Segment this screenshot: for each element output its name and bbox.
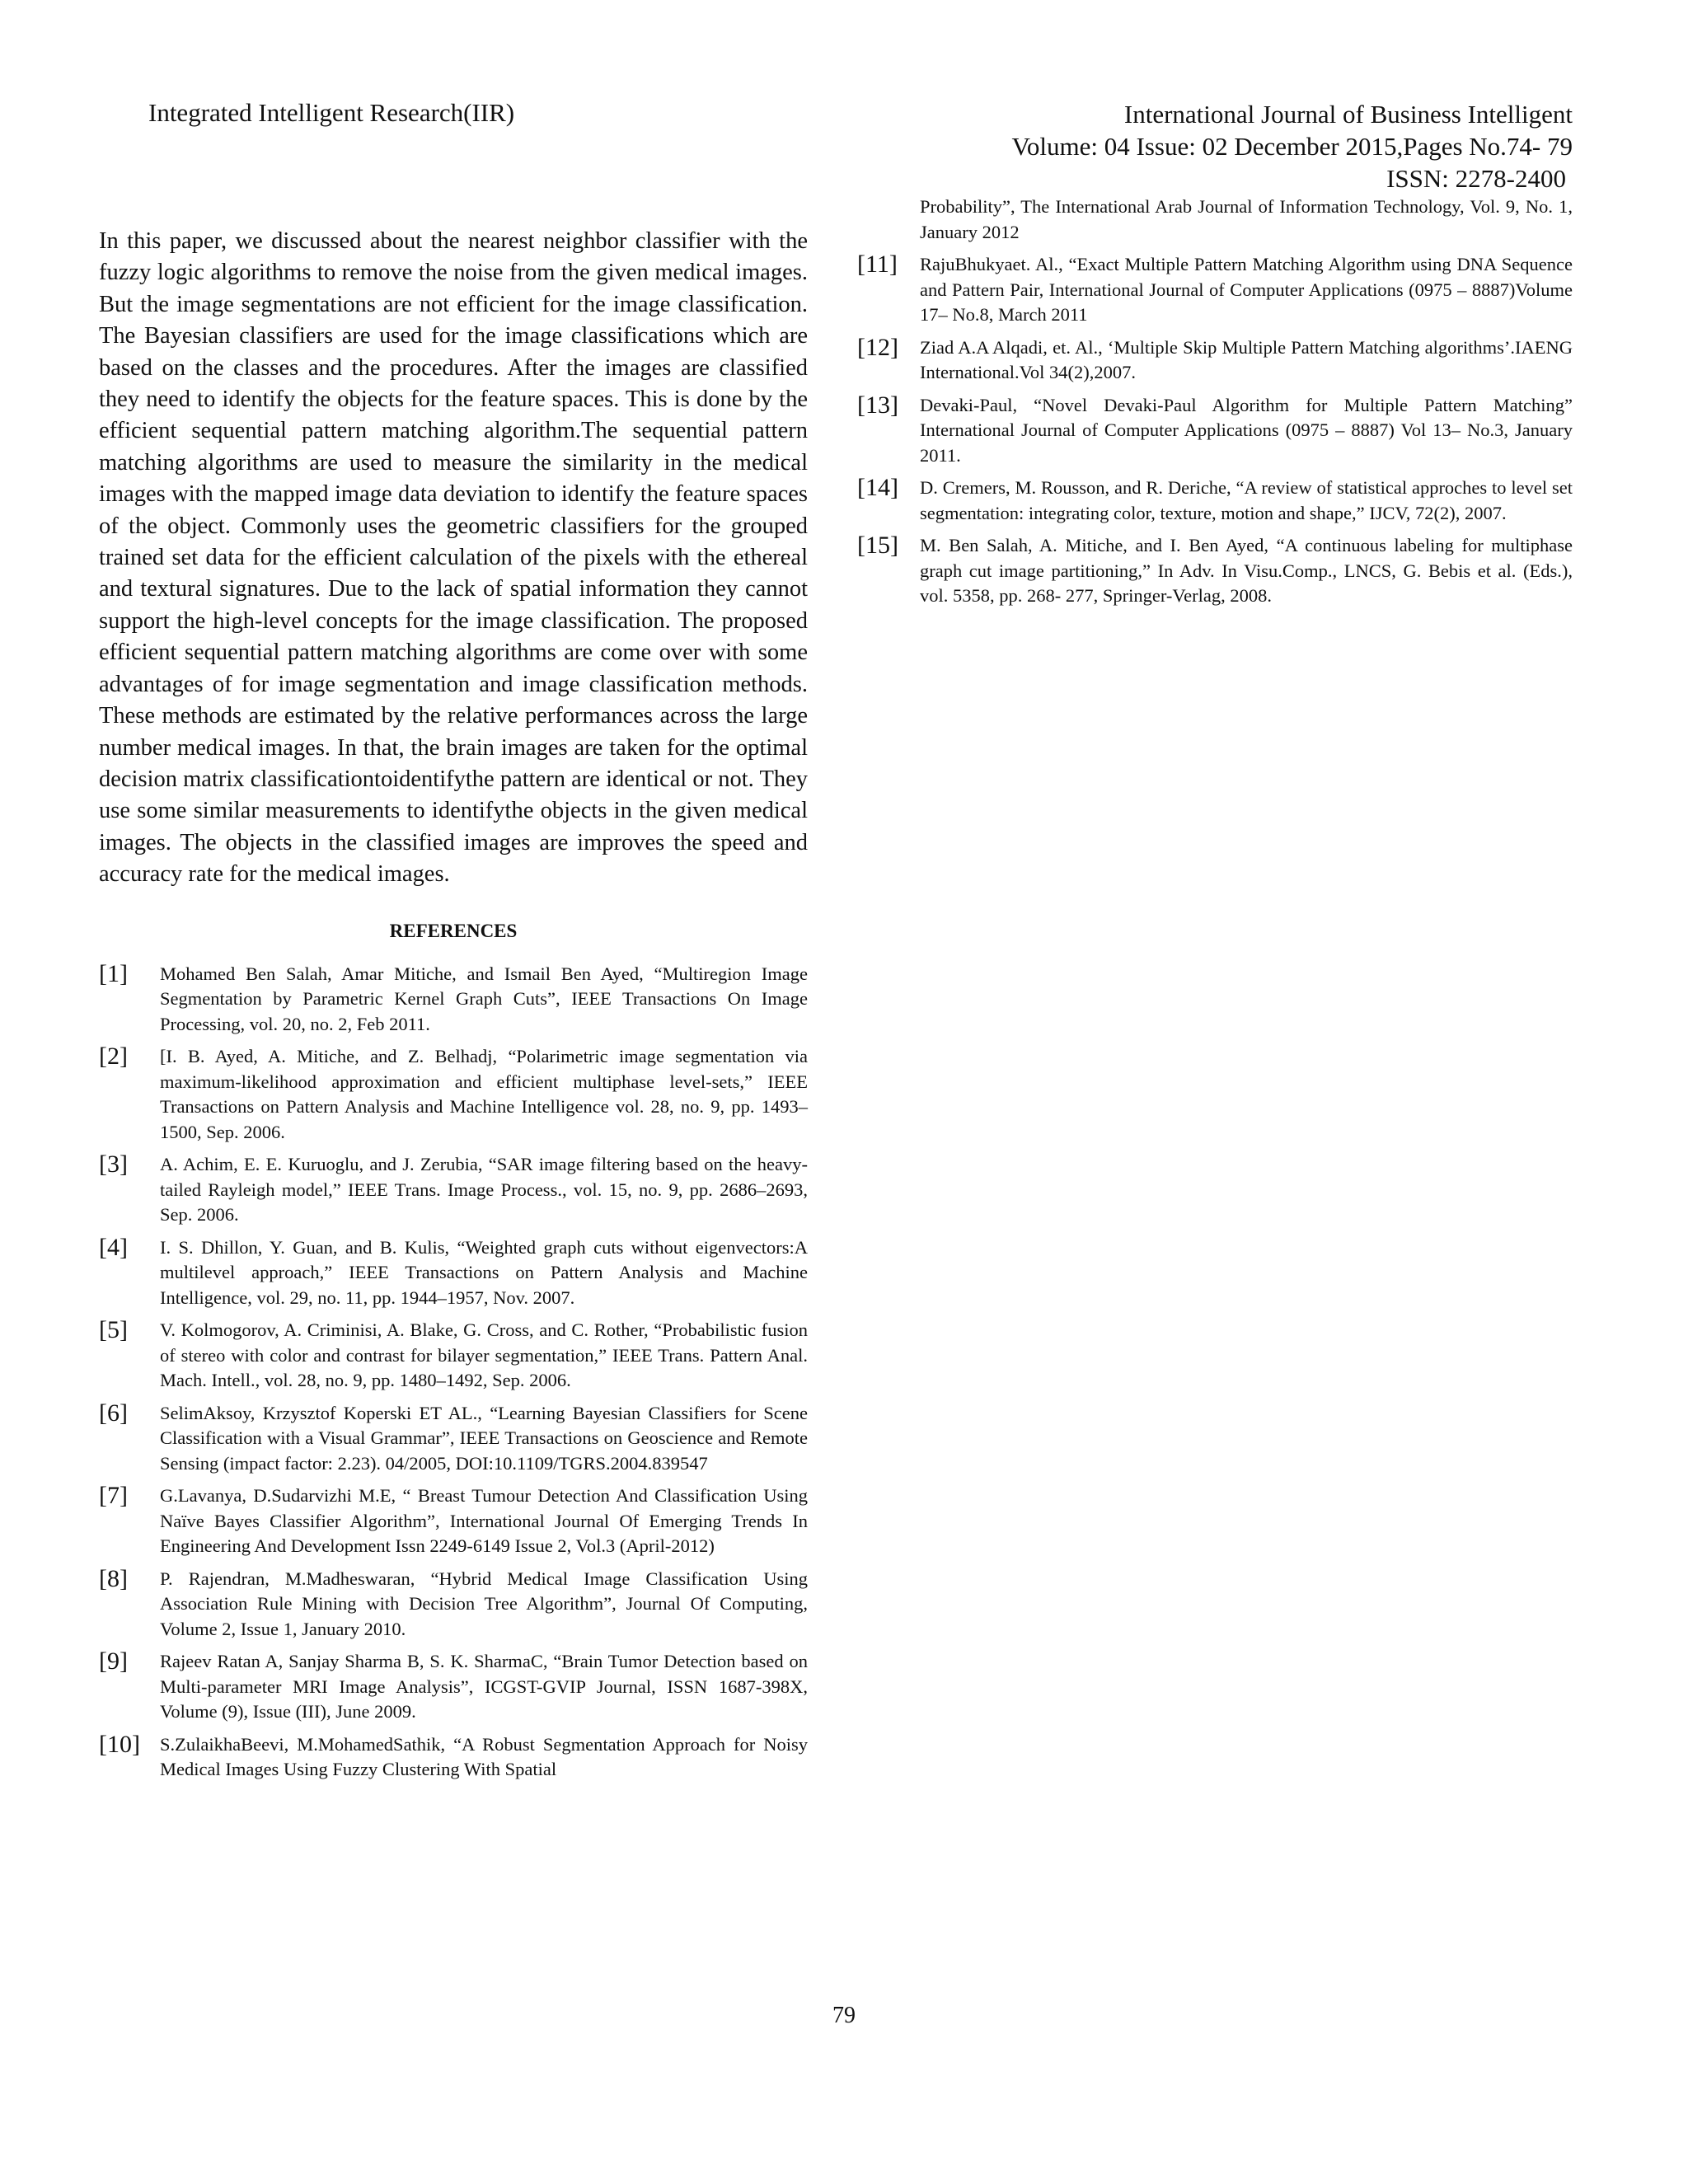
header-issn: ISSN: 2278-2400 (1386, 164, 1566, 193)
reference-number: [6] (99, 1399, 128, 1427)
reference-number: [5] (99, 1316, 128, 1344)
conclusion-paragraph: In this paper, we discussed about the nearest neighbor classifier with the fuzzy logic algorithms to remove the noise from the given medical images. But the image segmentations are not efficient for the image classification. The Bayesian classifiers are used for the image classifications which are based on the classes and the procedures. After the images are classified they need to identify the objects for the feature spaces. This is done by the efficient sequential pattern matching algorithm.The sequential pattern matching algorithms are used to measure the similarity in the medical images with the mapped image data deviation to identify the feature spaces of the object. Commonly uses the geometric classifiers for the grouped trained set data for the efficient calculation of the pixels with the ethereal and textural signatures. Due to the lack of spatial information they cannot support the high-level concepts for the image classification. The proposed efficient sequential pattern matching algorithms are come over with some advantages of for image segmentation and image classification methods. These methods are estimated by the relative performances across the large number medical images. In that, the brain images are taken for the optimal decision matrix classificationtoidentifythe pattern are identical or not. They use some similar measurements to identifythe objects in the given medical images. The objects in the classified images are improves the speed and accuracy rate for the medical images. (99, 228, 808, 888)
header-volume-issue: Volume: 04 Issue: 02 December 2015,Pages No.74- 79 (1011, 132, 1573, 161)
header-journal-info (831, 98, 1573, 194)
reference-number: [7] (99, 1482, 128, 1510)
reference-number: [15] (857, 532, 898, 559)
reference-number: [11] (857, 251, 898, 278)
reference-number: [2] (99, 1043, 128, 1071)
reference-item (99, 1152, 808, 1228)
reference-text: Mohamed Ben Salah, Amar Mitiche, and Ismail Ben Ayed, “Multiregion Image Segmentation by Parametric Kernel Graph Cuts”, IEEE Transactions On Image Processing, vol. 20, no. 2, Feb 2011. (160, 963, 808, 1034)
reference-text: RajuBhukyaet. Al., “Exact Multiple Pattern Matching Algorithm using DNA Sequence and Pattern Pair, International Journal of Computer Applications (0975 – 8887)Volume 17– No.8, March 2011 (920, 254, 1573, 325)
reference-text: [I. B. Ayed, A. Mitiche, and Z. Belhadj, “Polarimetric image segmentation via maximum-likelihood approximation and efficient multiphase level-sets,” IEEE Transactions on Pattern Analysis and Machine Intelligence vol. 28, no. 9, pp. 1493–1500, Sep. 2006. (160, 1046, 808, 1142)
reference-number: [3] (99, 1151, 128, 1179)
page-number: 79 (832, 2003, 856, 2028)
reference-text: M. Ben Salah, A. Mitiche, and I. Ben Ayed, “A continuous labeling for multiphase graph cut image partitioning,” In Adv. In Visu.Comp., LNCS, G. Bebis et al. (Eds.), vol. 5358, pp. 268- 277, Springer-Verlag, 2008. (920, 535, 1573, 606)
reference-number: [14] (857, 474, 898, 501)
reference-item (857, 393, 1573, 469)
reference-item (99, 1564, 808, 1643)
reference-text: Ziad A.A Alqadi, et. Al., ‘Multiple Skip Multiple Pattern Matching algorithms’.IAENG International.Vol 34(2),2007. (920, 336, 1573, 382)
reference-item (99, 1044, 808, 1145)
left-column (99, 226, 808, 1790)
reference-number: [8] (99, 1564, 128, 1592)
reference-number: [10] (99, 1730, 140, 1758)
reference-number: [13] (857, 391, 898, 419)
reference-item (857, 533, 1573, 609)
reference-item (99, 1401, 808, 1477)
references-heading: REFERENCES (389, 920, 518, 941)
reference-continuation: Probability”, The International Arab Journal of Information Technology, Vol. 9, No. 1, January 2012 (920, 196, 1573, 242)
reference-item (99, 1318, 808, 1394)
reference-text: A. Achim, E. E. Kuruoglu, and J. Zerubia, “SAR image filtering based on the heavy-tailed Rayleigh model,” IEEE Trans. Image Process., vol. 15, no. 9, pp. 2686–2693, Sep. 2006. (160, 1154, 808, 1226)
header-journal-name: International Journal of Business Intelligent (1123, 100, 1573, 129)
right-column (857, 194, 1573, 616)
reference-text: P. Rajendran, M.Madheswaran, “Hybrid Medical Image Classification Using Association Rule Mining with Decision Tree Algorithm”, Journal Of Computing, Volume 2, Issue 1, January 2010. (160, 1568, 808, 1639)
reference-text: SelimAksoy, Krzysztof Koperski ET AL., “Learning Bayesian Classifiers for Scene Classification with a Visual Grammar”, IEEE Transactions on Geoscience and Remote Sensing (impact factor: 2.23). 04/2005, DOI:10.1109/TGRS.2004.839547 (160, 1402, 808, 1474)
header-journal-publisher: Integrated Intelligent Research(IIR) (148, 98, 515, 127)
reference-item (99, 959, 808, 1038)
reference-item (857, 335, 1573, 386)
reference-text: D. Cremers, M. Rousson, and R. Deriche, “A review of statistical approches to level set segmentation: integrating color, texture, motion and shape,” IJCV, 72(2), 2007. (920, 477, 1573, 523)
reference-item (99, 1732, 808, 1783)
reference-text: Rajeev Ratan A, Sanjay Sharma B, S. K. SharmaC, “Brain Tumor Detection based on Multi-parameter MRI Image Analysis”, ICGST-GVIP Journal, ISSN 1687-398X, Volume (9), Issue (III), June 2009. (160, 1651, 808, 1722)
reference-text: I. S. Dhillon, Y. Guan, and B. Kulis, “Weighted graph cuts without eigenvectors:A multilevel approach,” IEEE Transactions on Pattern Analysis and Machine Intelligence, vol. 29, no. 11, pp. 1944–1957, Nov. 2007. (160, 1236, 808, 1308)
reference-text: Devaki-Paul, “Novel Devaki-Paul Algorithm for Multiple Pattern Matching” International Journal of Computer Applications (0975 – 8887) Vol 13– No.3, January 2011. (920, 394, 1573, 466)
reference-text: S.ZulaikhaBeevi, M.MohamedSathik, “A Robust Segmentation Approach for Noisy Medical Images Using Fuzzy Clustering With Spatial (160, 1733, 808, 1780)
reference-number: [12] (857, 333, 898, 361)
reference-item (99, 1649, 808, 1725)
reference-item (99, 1235, 808, 1311)
reference-number: [1] (99, 959, 128, 987)
reference-item (857, 476, 1573, 526)
reference-text: V. Kolmogorov, A. Criminisi, A. Blake, G. Cross, and C. Rother, “Probabilistic fusion of stereo with color and contrast for bilayer segmentation,” IEEE Trans. Pattern Anal. Mach. Intell., vol. 28, no. 9, pp. 1480–1492, Sep. 2006. (160, 1319, 808, 1391)
reference-number: [4] (99, 1233, 128, 1261)
reference-item (99, 1483, 808, 1559)
reference-number: [9] (99, 1647, 128, 1675)
reference-item (857, 252, 1573, 328)
reference-text: G.Lavanya, D.Sudarvizhi M.E, “ Breast Tumour Detection And Classification Using Naïve Bayes Classifier Algorithm”, International Journal Of Emerging Trends In Engineering And Development Issn 2249-6149 Issue 2, Vol.3 (April-2012) (160, 1485, 808, 1557)
